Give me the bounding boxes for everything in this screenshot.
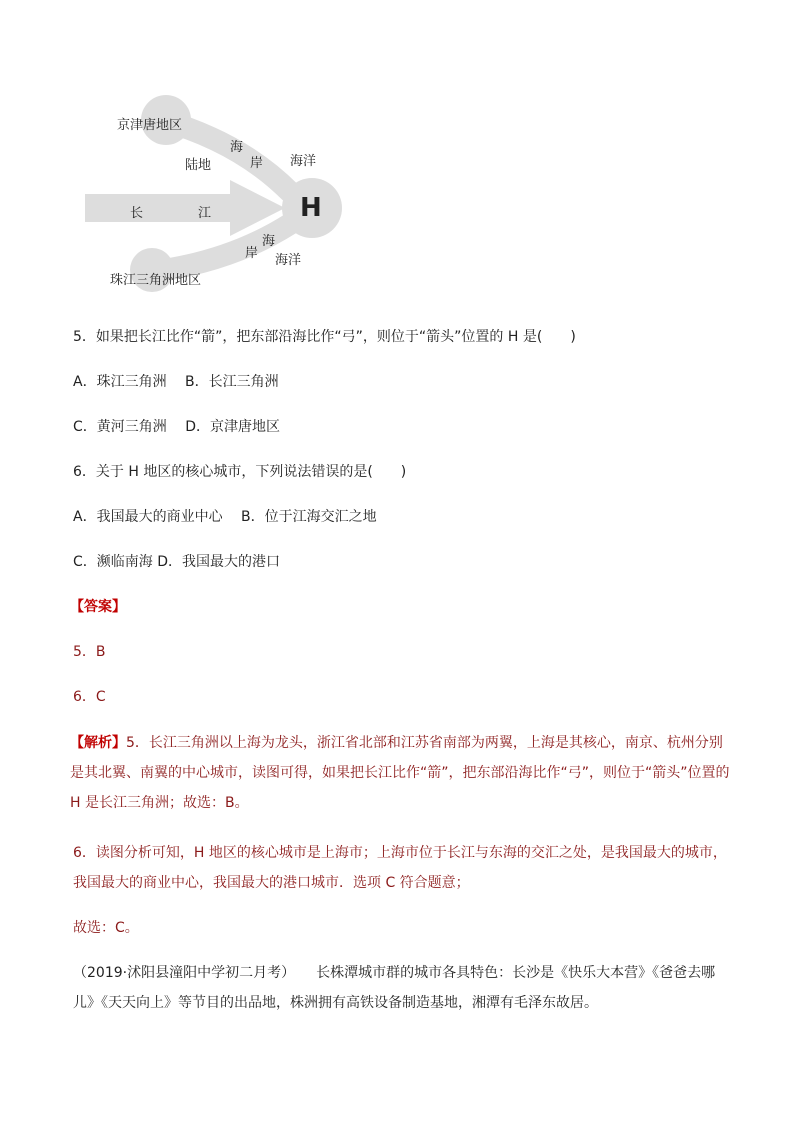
label-top-hai: 海 — [230, 140, 244, 155]
label-jingjintang: 京津唐地区 — [117, 118, 183, 133]
analysis-paragraph-2: 6．读图分析可知，H 地区的核心城市是上海市；上海市位于长江与东海的交汇之处，是我国最大的城市，我国最大的商业中心，我国最大的港口城市．选项 C 符合题意； — [73, 845, 727, 891]
question-6-options-c-d: C．濒临南海 D．我国最大的港口 — [73, 554, 281, 570]
arrow-shaft — [85, 194, 235, 222]
label-bot-haiyang: 海洋 — [275, 253, 302, 268]
answer-6: 6．C — [73, 689, 106, 705]
label-bot-hai: 海 — [262, 234, 276, 249]
question-5-stem: 5．如果把长江比作“箭”，把东部沿海比作“弓”，则位于“箭头”位置的 H 是( ) — [73, 329, 576, 345]
answer-heading: 【答案】 — [70, 599, 126, 615]
label-top-an: 岸 — [250, 156, 264, 171]
analysis-text-1: 5．长江三角洲以上海为龙头，浙江省北部和江苏省南部为两翼，上海是其核心，南京、杭州分别是其北翼、南翼的中心城市，读图可得，如果把长江比作“箭”，把东部沿海比作“弓”，则位于“箭头”位置的 H 是长江三角洲；故选：B。 — [70, 735, 730, 811]
label-h: H — [300, 193, 322, 223]
label-jiang: 江 — [198, 206, 212, 221]
question-5-options-a-b: A．珠江三角洲 B．长江三角洲 — [73, 374, 279, 390]
next-question-intro: （2019·沭阳县潼阳中学初二月考） 长株潭城市群的城市各具特色：长沙是《快乐大本营》《爸爸去哪儿》《天天向上》等节目的出品地，株洲拥有高铁设备制造基地，湘潭有毛泽东故居。 — [73, 965, 716, 1011]
analysis-paragraph-3: 故选：C。 — [73, 920, 139, 936]
question-6-options-a-b: A．我国最大的商业中心 B．位于江海交汇之地 — [73, 509, 377, 525]
label-chang: 长 — [130, 206, 144, 221]
answer-5: 5．B — [73, 644, 106, 660]
label-ludi: 陆地 — [185, 158, 212, 173]
label-bot-an: 岸 — [245, 246, 259, 261]
analysis-heading: 【解析】 — [70, 735, 126, 751]
bow-arrow-diagram — [80, 92, 360, 292]
label-zhujiang: 珠江三角洲地区 — [110, 273, 202, 288]
question-6-stem: 6．关于 H 地区的核心城市，下列说法错误的是( ) — [73, 464, 407, 480]
question-5-options-c-d: C．黄河三角洲 D．京津唐地区 — [73, 419, 281, 435]
analysis-paragraph-1 — [70, 728, 730, 818]
label-top-haiyang: 海洋 — [290, 154, 317, 169]
